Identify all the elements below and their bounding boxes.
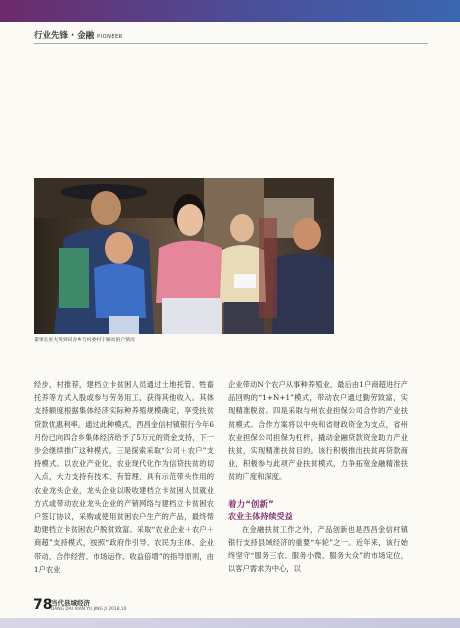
section-title: 行业先锋 · 金融	[34, 31, 95, 41]
section-heading	[228, 499, 408, 523]
photo-illustration	[34, 178, 334, 334]
magazine-pinyin: DANG DAI XIAN YU JING JI 2018.10	[51, 607, 127, 612]
left-column	[34, 378, 214, 598]
article-photo	[34, 178, 334, 334]
right-column	[228, 378, 408, 575]
header-rule	[34, 43, 428, 44]
section-heading-line1: 着力“创新”	[228, 499, 274, 510]
photo-caption: 董事长巫大英到田舍乡与村委村干解贫困户情况	[34, 338, 135, 343]
running-header	[34, 29, 123, 41]
page-number: 78	[33, 597, 53, 613]
bottom-color-band	[0, 618, 460, 628]
right-body-paragraph: 在金融扶贫工作之外，产品创新也是西昌金信村镇银行支持县域经济的重要“车轮”之一。近年来，该行始终坚守“服务三农、服务小微、服务大众”的市场定位，以客户需求为中心，以	[228, 524, 408, 574]
top-color-band	[0, 0, 460, 22]
section-subtitle: PIONEER	[97, 34, 123, 40]
section-heading-line2: 农业主体持续受益	[228, 511, 293, 521]
magazine-name: 当代县域经济	[51, 599, 90, 607]
right-intro-paragraph: 企业带动N个农户从事种养殖业，最后由1户商超进行产品回购的“1+N+1”模式，带动农户通过勤劳致富，实现精准脱贫。四是采取与州农业担保公司合作的产业扶贫模式。合作方案将以中央和省财政资金为支点，省州农业担保公司担保为杠杆，撬动金融贷款资金助力产业扶贫，实现精准扶贫目的。该行积极推出扶贫再贷款商业，积极参与此项产业扶贫模式，力争拓宽金融精准扶贫的广度和深度。	[228, 380, 408, 482]
left-paragraph: 经步，村推荐，建档立卡贫困人员通过土地托管、牲畜托养等方式入股或参与劳务用工，获得其他收入。其体支持额度根据集体经济实际种养殖规模确定，享受扶贫贷款优惠利率。通过此种模式，西昌金信村镇银行今年6月份已向四合乡集体经济给予了5万元的资金支持，下一步会继续推广这种模式。三是探索采取“公司＋农户”支持模式。以农业产业化、农业现代化作为信贷扶贫的切入点，大力支持有技术、有管理、具有示范带头作用的农业龙头企业，龙头企业以吸收建档立卡贫困人员就业方式或带动农业龙头企业的产销网络与建档立卡贫困农户签订协议，采购或使用贫困农户生产的产品，最终帮助建档立卡贫困农户脱贫致富。采取“农业企业＋农户＋商超”支持模式，按照“政府作引导、农民为主体、企业带动、合作经营、市场运作、收益倍增”的指导原则，由1户农业	[34, 380, 214, 574]
